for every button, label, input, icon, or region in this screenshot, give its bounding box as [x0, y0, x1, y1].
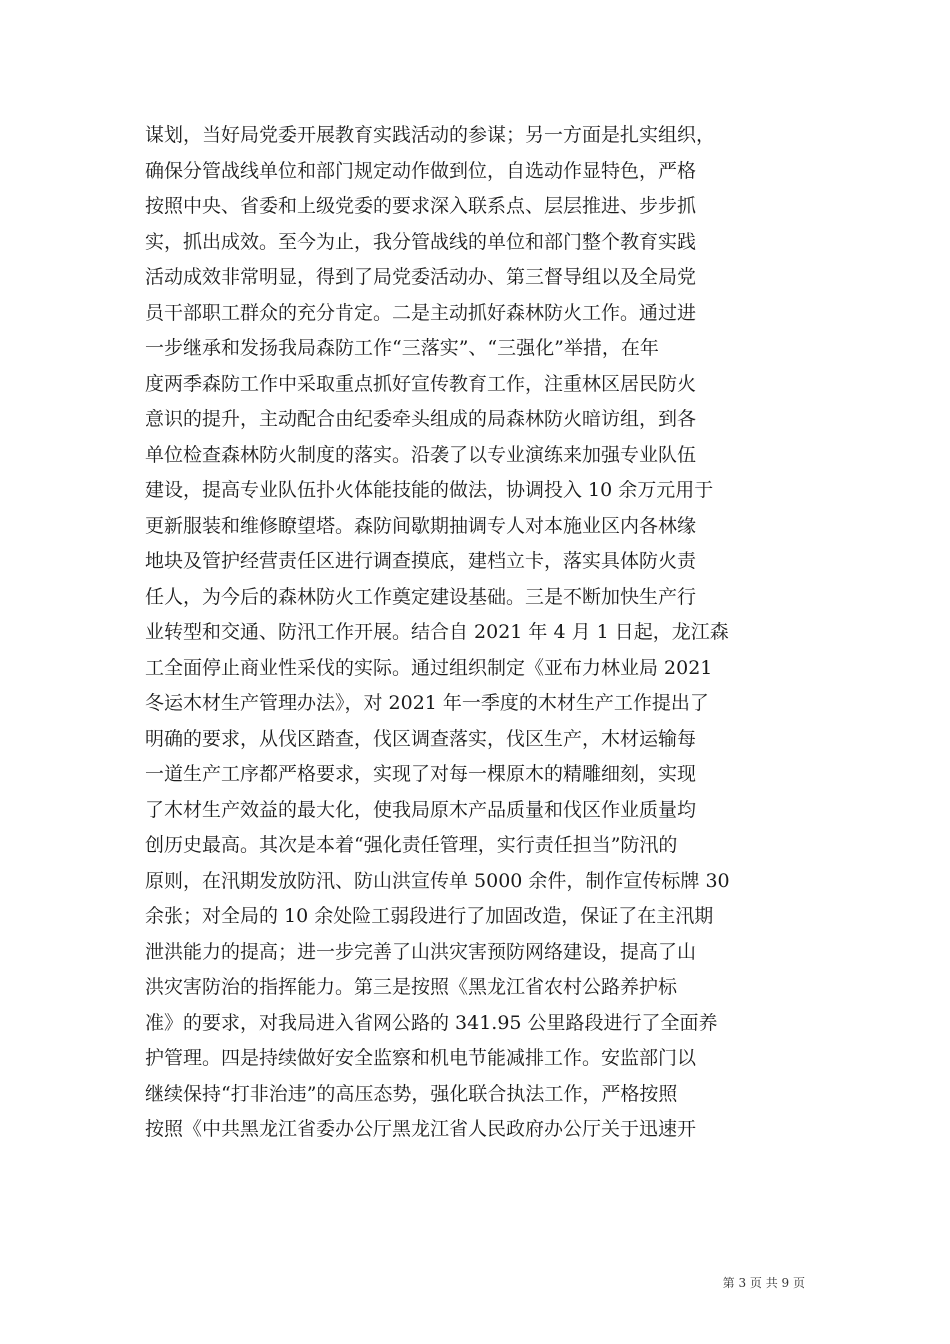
text-line: 继续保持“打非治违”的高压态势，强化联合执法工作，严格按照 [145, 1082, 678, 1105]
text-line: 一步继承和发扬我局森防工作“三落实”、“三强化”举措，在年 [145, 337, 659, 359]
text-line: 活动成效非常明显，得到了局党委活动办、第三督导组以及全局党 [145, 266, 697, 288]
text-line: 员干部职工群众的充分肯定。二是主动抓好森林防火工作。通过进 [145, 301, 697, 324]
text-line: 更新服装和维修瞭望塔。森防间歇期抽调专人对本施业区内各林缘 [145, 514, 697, 537]
text-line: 确保分管战线单位和部门规定动作做到位，自选动作显特色，严格 [145, 159, 697, 182]
text-line: 按照中央、省委和上级党委的要求深入联系点、层层推进、步步抓 [145, 195, 697, 217]
text-line: 实，抓出成效。至今为止，我分管战线的单位和部门整个教育实践 [145, 230, 697, 253]
text-line: 明确的要求，从伐区踏查，伐区调查落实，伐区生产，木材运输每 [145, 727, 697, 750]
text-line: 工全面停止商业性采伐的实际。通过组织制定《亚布力林业局 2021 [145, 656, 713, 679]
text-line: 地块及管护经营责任区进行调查摸底，建档立卡，落实具体防火责 [145, 550, 697, 572]
text-line: 创历史最高。其次是本着“强化责任管理，实行责任担当”防汛的 [145, 834, 678, 856]
text-line: 任人，为今后的森林防火工作奠定建设基础。三是不断加快生产行 [145, 585, 697, 608]
text-line: 泄洪能力的提高；进一步完善了山洪灾害预防网络建设，提高了山 [145, 940, 697, 963]
text-line: 洪灾害防治的指挥能力。第三是按照《黑龙江省农村公路养护标 [145, 976, 678, 998]
text-line: 余张；对全局的 10 余处险工弱段进行了加固改造，保证了在主汛期 [145, 905, 714, 927]
text-line: 准》的要求，对我局进入省网公路的 341.95 公里路段进行了全面养 [145, 1011, 718, 1034]
body-text [145, 118, 810, 1148]
text-line: 意识的提升，主动配合由纪委牵头组成的局森林防火暗访组，到各 [145, 408, 697, 430]
text-line: 了木材生产效益的最大化，使我局原木产品质量和伐区作业质量均 [145, 798, 697, 821]
text-line: 按照《中共黑龙江省委办公厅黑龙江省人民政府办公厅关于迅速开 [145, 1118, 697, 1140]
text-line: 建设，提高专业队伍扑火体能技能的做法，协调投入 10 余万元用于 [145, 479, 714, 501]
text-line: 一道生产工序都严格要求，实现了对每一棵原木的精雕细刻，实现 [145, 763, 697, 785]
text-line: 原则，在汛期发放防汛、防山洪宣传单 5000 余件，制作宣传标牌 30 [145, 869, 730, 892]
text-line: 业转型和交通、防汛工作开展。结合自 2021 年 4 月 1 日起，龙江森 [145, 621, 729, 643]
text-line: 护管理。四是持续做好安全监察和机电节能减排工作。安监部门以 [145, 1047, 697, 1069]
text-line: 度两季森防工作中采取重点抓好宣传教育工作，注重林区居民防火 [145, 372, 697, 395]
text-line: 谋划，当好局党委开展教育实践活动的参谋；另一方面是扎实组织， [145, 124, 716, 146]
page-number: 第 3 页 共 9 页 [722, 1276, 805, 1290]
text-line: 冬运木材生产管理办法》，对 2021 年一季度的木材生产工作提出了 [145, 692, 709, 714]
text-line: 单位检查森林防火制度的落实。沿袭了以专业演练来加强专业队伍 [145, 443, 697, 466]
